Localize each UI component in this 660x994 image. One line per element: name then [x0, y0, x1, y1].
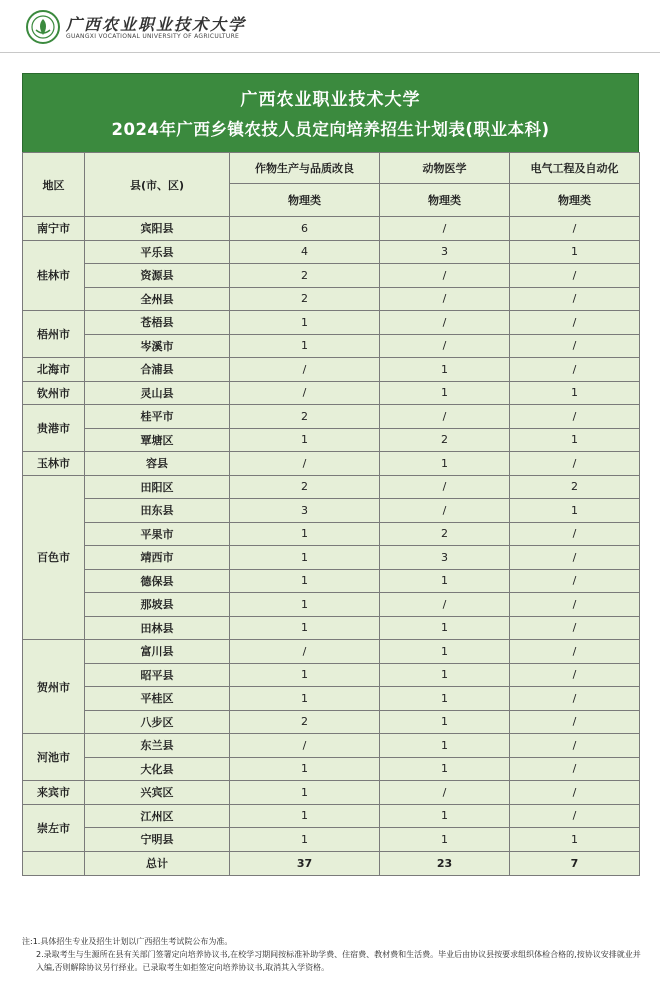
crop-count-cell: /	[230, 734, 380, 758]
table-row	[23, 452, 640, 476]
electrical-count-cell: /	[510, 569, 640, 593]
table-row	[23, 663, 640, 687]
table-row	[23, 240, 640, 264]
footnote-2: 2.录取考生与生源所在县有关部门签署定向培养协议书,在校学习期间按标准补助学费、住宿费、教材费和生活费。毕业后由协议县按要求组织体检合格的,按协议安排就业并入编,否则解除协议另行择业。已录取考生如拒签定向培养协议书,取消其入学资格。	[36, 950, 641, 972]
veterinary-count-cell: 1	[380, 452, 510, 476]
electrical-count-cell: /	[510, 734, 640, 758]
crop-count-cell: 1	[230, 593, 380, 617]
veterinary-count-cell: /	[380, 287, 510, 311]
header-subject-crop: 物理类	[230, 184, 380, 217]
electrical-count-cell: /	[510, 663, 640, 687]
table-row	[23, 546, 640, 570]
crop-count-cell: 1	[230, 757, 380, 781]
veterinary-count-cell: 1	[380, 569, 510, 593]
electrical-count-cell: 1	[510, 381, 640, 405]
total-veterinary: 23	[380, 851, 510, 875]
county-cell: 富川县	[85, 640, 230, 664]
veterinary-count-cell: 2	[380, 522, 510, 546]
header-subject-electrical: 物理类	[510, 184, 640, 217]
veterinary-count-cell: 1	[380, 828, 510, 852]
table-row	[23, 428, 640, 452]
electrical-count-cell: /	[510, 546, 640, 570]
crop-count-cell: 2	[230, 264, 380, 288]
electrical-count-cell: /	[510, 687, 640, 711]
veterinary-count-cell: /	[380, 264, 510, 288]
school-name-en: GUANGXI VOCATIONAL UNIVERSITY OF AGRICULTURE	[66, 33, 240, 40]
table-row	[23, 781, 640, 805]
crop-count-cell: 4	[230, 240, 380, 264]
header-divider	[0, 52, 660, 53]
county-cell: 灵山县	[85, 381, 230, 405]
table-row	[23, 499, 640, 523]
table-row	[23, 687, 640, 711]
region-cell: 钦州市	[23, 381, 85, 405]
county-cell: 大化县	[85, 757, 230, 781]
electrical-count-cell: /	[510, 616, 640, 640]
veterinary-count-cell: /	[380, 334, 510, 358]
electrical-count-cell: /	[510, 311, 640, 335]
header-county: 县(市、区)	[85, 153, 230, 217]
table-row	[23, 264, 640, 288]
county-cell: 平果市	[85, 522, 230, 546]
table-row	[23, 381, 640, 405]
table-row	[23, 593, 640, 617]
crop-count-cell: 1	[230, 781, 380, 805]
veterinary-count-cell: 1	[380, 734, 510, 758]
crop-count-cell: 6	[230, 217, 380, 241]
table-row	[23, 522, 640, 546]
region-cell: 玉林市	[23, 452, 85, 476]
county-cell: 宁明县	[85, 828, 230, 852]
footnote-1: 注:1.具体招生专业及招生计划以广西招生考试院公布为准。	[22, 937, 233, 946]
veterinary-count-cell: 3	[380, 240, 510, 264]
electrical-count-cell: 1	[510, 240, 640, 264]
region-cell: 来宾市	[23, 781, 85, 805]
veterinary-count-cell: 1	[380, 710, 510, 734]
table-row	[23, 828, 640, 852]
region-cell: 南宁市	[23, 217, 85, 241]
veterinary-count-cell: /	[380, 593, 510, 617]
table-row	[23, 311, 640, 335]
header-major-crop: 作物生产与品质改良	[230, 153, 380, 184]
county-cell: 资源县	[85, 264, 230, 288]
table-row	[23, 287, 640, 311]
veterinary-count-cell: 1	[380, 804, 510, 828]
enrollment-plan-table	[22, 152, 640, 876]
electrical-count-cell: /	[510, 710, 640, 734]
electrical-count-cell: 2	[510, 475, 640, 499]
electrical-count-cell: 1	[510, 499, 640, 523]
crop-count-cell: 2	[230, 710, 380, 734]
county-cell: 昭平县	[85, 663, 230, 687]
crop-count-cell: 1	[230, 804, 380, 828]
region-cell: 贺州市	[23, 640, 85, 734]
header-major-veterinary: 动物医学	[380, 153, 510, 184]
veterinary-count-cell: /	[380, 217, 510, 241]
veterinary-count-cell: /	[380, 475, 510, 499]
crop-count-cell: /	[230, 452, 380, 476]
county-cell: 田林县	[85, 616, 230, 640]
electrical-count-cell: /	[510, 264, 640, 288]
electrical-count-cell: /	[510, 757, 640, 781]
university-logo	[26, 10, 60, 44]
table-row	[23, 616, 640, 640]
table-row	[23, 734, 640, 758]
region-cell: 百色市	[23, 475, 85, 640]
header-region: 地区	[23, 153, 85, 217]
veterinary-count-cell: 1	[380, 640, 510, 664]
electrical-count-cell: /	[510, 405, 640, 429]
county-cell: 兴宾区	[85, 781, 230, 805]
table-row	[23, 475, 640, 499]
county-cell: 宾阳县	[85, 217, 230, 241]
region-cell: 河池市	[23, 734, 85, 781]
county-cell: 岑溪市	[85, 334, 230, 358]
electrical-count-cell: 1	[510, 828, 640, 852]
region-cell: 桂林市	[23, 240, 85, 311]
county-cell: 德保县	[85, 569, 230, 593]
veterinary-count-cell: 1	[380, 616, 510, 640]
veterinary-count-cell: 1	[380, 663, 510, 687]
county-cell: 江州区	[85, 804, 230, 828]
veterinary-count-cell: 1	[380, 757, 510, 781]
crop-count-cell: 1	[230, 546, 380, 570]
total-region-cell	[23, 851, 85, 875]
crop-count-cell: /	[230, 640, 380, 664]
county-cell: 合浦县	[85, 358, 230, 382]
crop-count-cell: 1	[230, 569, 380, 593]
table-title-banner	[22, 73, 639, 152]
crop-count-cell: 1	[230, 334, 380, 358]
header-major-electrical: 电气工程及自动化	[510, 153, 640, 184]
table-title-line1: 广西农业职业技术大学	[240, 90, 421, 110]
table-row	[23, 804, 640, 828]
region-cell: 贵港市	[23, 405, 85, 452]
table-row	[23, 569, 640, 593]
electrical-count-cell: 1	[510, 428, 640, 452]
wheat-emblem-icon	[30, 14, 56, 40]
crop-count-cell: /	[230, 358, 380, 382]
veterinary-count-cell: /	[380, 311, 510, 335]
veterinary-count-cell: /	[380, 781, 510, 805]
electrical-count-cell: /	[510, 640, 640, 664]
electrical-count-cell: /	[510, 287, 640, 311]
table-row	[23, 710, 640, 734]
crop-count-cell: 2	[230, 405, 380, 429]
crop-count-cell: 2	[230, 475, 380, 499]
header-subject-veterinary: 物理类	[380, 184, 510, 217]
footnotes	[22, 935, 647, 974]
veterinary-count-cell: 2	[380, 428, 510, 452]
electrical-count-cell: /	[510, 358, 640, 382]
veterinary-count-cell: /	[380, 405, 510, 429]
county-cell: 桂平市	[85, 405, 230, 429]
county-cell: 那坡县	[85, 593, 230, 617]
table-row	[23, 405, 640, 429]
table-body	[23, 217, 640, 852]
crop-count-cell: 1	[230, 311, 380, 335]
enrollment-plan-table-wrap	[22, 73, 639, 876]
region-cell: 崇左市	[23, 804, 85, 851]
crop-count-cell: 1	[230, 663, 380, 687]
veterinary-count-cell: 1	[380, 358, 510, 382]
total-electrical: 7	[510, 851, 640, 875]
table-title-line2: 2024年广西乡镇农技人员定向培养招生计划表(职业本科)	[111, 120, 550, 139]
crop-count-cell: 1	[230, 522, 380, 546]
crop-count-cell: 1	[230, 687, 380, 711]
county-cell: 平桂区	[85, 687, 230, 711]
county-cell: 靖西市	[85, 546, 230, 570]
crop-count-cell: 1	[230, 428, 380, 452]
electrical-count-cell: /	[510, 804, 640, 828]
county-cell: 田东县	[85, 499, 230, 523]
crop-count-cell: 3	[230, 499, 380, 523]
county-cell: 八步区	[85, 710, 230, 734]
table-row	[23, 358, 640, 382]
veterinary-count-cell: 1	[380, 381, 510, 405]
electrical-count-cell: /	[510, 217, 640, 241]
total-row	[23, 851, 640, 875]
crop-count-cell: /	[230, 381, 380, 405]
county-cell: 苍梧县	[85, 311, 230, 335]
electrical-count-cell: /	[510, 452, 640, 476]
crop-count-cell: 1	[230, 828, 380, 852]
table-row	[23, 217, 640, 241]
county-cell: 平乐县	[85, 240, 230, 264]
county-cell: 田阳区	[85, 475, 230, 499]
region-cell: 梧州市	[23, 311, 85, 358]
total-label: 总计	[85, 851, 230, 875]
county-cell: 全州县	[85, 287, 230, 311]
crop-count-cell: 2	[230, 287, 380, 311]
table-row	[23, 334, 640, 358]
total-crop: 37	[230, 851, 380, 875]
table-row	[23, 757, 640, 781]
region-cell: 北海市	[23, 358, 85, 382]
table-row	[23, 640, 640, 664]
crop-count-cell: 1	[230, 616, 380, 640]
school-name-cn: 广西农业职业技术大学	[66, 15, 247, 34]
county-cell: 覃塘区	[85, 428, 230, 452]
veterinary-count-cell: 1	[380, 687, 510, 711]
county-cell: 东兰县	[85, 734, 230, 758]
electrical-count-cell: /	[510, 781, 640, 805]
electrical-count-cell: /	[510, 522, 640, 546]
county-cell: 容县	[85, 452, 230, 476]
electrical-count-cell: /	[510, 334, 640, 358]
veterinary-count-cell: /	[380, 499, 510, 523]
electrical-count-cell: /	[510, 593, 640, 617]
veterinary-count-cell: 3	[380, 546, 510, 570]
